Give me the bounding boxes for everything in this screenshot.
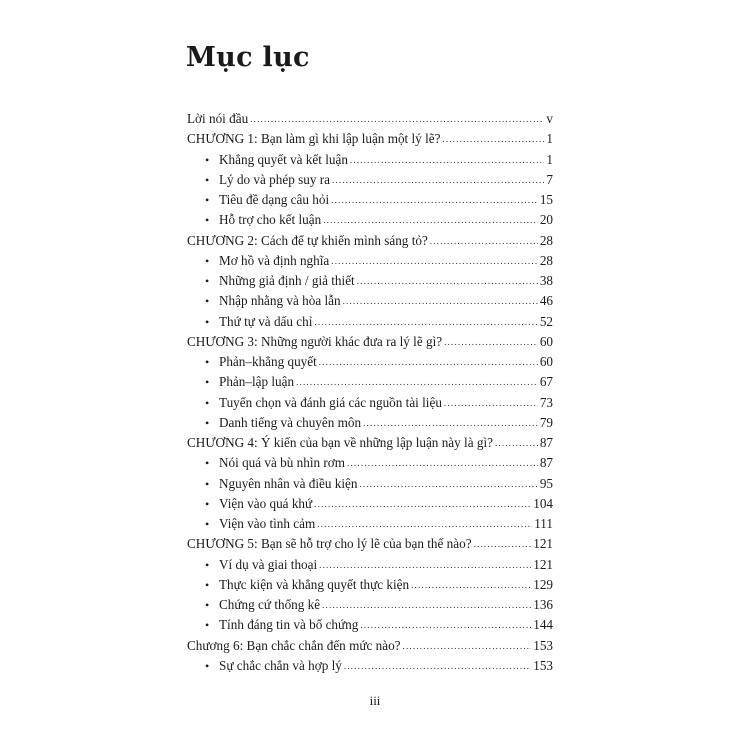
bullet-icon: • (205, 496, 210, 511)
toc-chapter (187, 536, 553, 552)
dot-leader (319, 557, 531, 573)
dot-leader (350, 152, 544, 168)
dot-leader (343, 293, 538, 309)
toc-page-number: 46 (539, 293, 553, 309)
dot-leader (296, 374, 538, 390)
toc-item (205, 293, 553, 309)
toc-item (205, 557, 553, 573)
toc-item (205, 476, 553, 492)
toc-page-number: 60 (539, 333, 553, 349)
toc-page-number: 7 (546, 171, 553, 187)
toc-label: CHƯƠNG 4: Ý kiến của bạn về những lập luận này là gì? (187, 435, 493, 450)
toc-item (205, 617, 553, 633)
toc-page-number: 1 (546, 151, 553, 167)
toc-page-number: 60 (539, 354, 553, 369)
dot-leader (444, 334, 538, 350)
toc-label: Phản–khẳng quyết (219, 354, 317, 369)
toc-chapter (187, 334, 553, 350)
toc-page-number: 87 (539, 455, 553, 471)
toc-page-number: 73 (539, 394, 553, 410)
dot-leader (347, 455, 538, 471)
page-title: Mục lục (186, 42, 310, 73)
toc-label: Thực kiện và khẳng quyết thực kiện (219, 576, 410, 592)
toc-chapter (187, 131, 553, 147)
toc-page-number: 153 (533, 657, 553, 673)
toc-label: Nhập nhằng và hòa lẫn (219, 293, 341, 309)
toc-page-number: v (546, 111, 553, 126)
toc-item (205, 597, 553, 613)
toc-page-number: 38 (539, 273, 553, 288)
bullet-icon: • (205, 658, 210, 673)
dot-leader (331, 192, 538, 208)
dot-leader (411, 577, 531, 593)
dot-leader (403, 638, 532, 654)
toc-item (205, 577, 553, 593)
dot-leader (363, 415, 538, 431)
dot-leader (344, 658, 531, 674)
bullet-icon: • (205, 355, 210, 369)
bullet-icon: • (205, 274, 210, 288)
toc-item (205, 455, 553, 471)
toc-item (205, 212, 553, 228)
toc-label: Viện vào quá khứ (219, 495, 313, 511)
toc-label: CHƯƠNG 3: Những người khác đưa ra lý lẽ gì? (187, 333, 443, 349)
dot-leader (331, 253, 538, 269)
toc-chapter (187, 233, 553, 249)
toc-item (205, 253, 553, 269)
toc-chapter (187, 435, 553, 451)
toc-page-number: 15 (539, 192, 553, 207)
bullet-icon: • (205, 213, 210, 228)
toc-label: CHƯƠNG 2: Cách để tự khiến mình sáng tỏ? (187, 232, 428, 248)
toc-page-number: 121 (533, 556, 553, 572)
dot-leader (250, 111, 544, 127)
bullet-icon: • (205, 193, 210, 207)
toc-label: Chương 6: Bạn chắc chắn đến mức nào? (187, 637, 401, 653)
bullet-icon: • (205, 172, 210, 187)
toc-item (205, 496, 553, 512)
dot-leader (430, 233, 538, 249)
toc-item (205, 314, 553, 330)
toc-label: Tiêu đề dạng câu hỏi (219, 192, 330, 207)
dot-leader (359, 476, 537, 492)
toc-page-number: 20 (539, 212, 553, 228)
dot-leader (322, 597, 531, 613)
toc-label: Tuyển chọn và đánh giá các nguồn tài liệu (219, 394, 442, 410)
toc-label: CHƯƠNG 5: Bạn sẽ hỗ trợ cho lý lẽ của bạn thế nào? (187, 536, 472, 552)
toc-page-number: 1 (546, 131, 553, 147)
bullet-icon: • (205, 294, 210, 309)
toc-item (205, 172, 553, 188)
bullet-icon: • (205, 456, 210, 471)
bullet-icon: • (205, 253, 210, 268)
toc-chapter (187, 638, 553, 654)
toc-label: Viện vào tình cảm (219, 516, 316, 531)
toc-label: Thứ tự và dấu chỉ (219, 313, 313, 329)
toc-page-number: 129 (533, 576, 553, 592)
dot-leader (317, 516, 532, 532)
toc-page-number: 95 (539, 475, 553, 491)
toc-page-number: 121 (533, 536, 553, 552)
toc-page-number: 136 (533, 597, 553, 612)
toc-label: Danh tiếng và chuyên môn (219, 414, 362, 430)
toc-label: Phản–lập luận (219, 374, 295, 390)
toc-page-number: 87 (539, 435, 553, 450)
toc-page-number: 111 (534, 516, 553, 531)
dot-leader (323, 212, 538, 228)
dot-leader (314, 496, 531, 512)
dot-leader (360, 617, 531, 633)
dot-leader (495, 435, 538, 451)
bullet-icon: • (205, 476, 210, 491)
toc-label: Ví dụ và giai thoại (219, 556, 318, 572)
toc-item (205, 658, 553, 674)
toc-label: Nói quá và bù nhìn rơm (219, 455, 346, 471)
bullet-icon: • (205, 314, 210, 329)
toc-label: Mơ hồ và định nghĩa (219, 252, 330, 268)
dot-leader (357, 273, 538, 289)
page-number: iii (369, 693, 381, 708)
toc-label: Lời nói đầu (187, 111, 249, 126)
toc-label: Sự chắc chắn và hợp lý (219, 657, 342, 673)
toc-item (205, 395, 553, 411)
dot-leader (319, 354, 538, 370)
toc-intro (187, 111, 553, 127)
toc-label: Chứng cứ thống kê (219, 597, 321, 612)
toc-item (205, 152, 553, 168)
dot-leader (314, 314, 537, 330)
toc-label: Khẳng quyết và kết luận (219, 151, 348, 167)
dot-leader (332, 172, 544, 188)
toc-page-number: 28 (539, 232, 553, 248)
toc-label: Nguyên nhân và điều kiện (219, 475, 358, 491)
toc-item (205, 516, 553, 532)
toc-label: Tính đáng tin và bổ chứng (219, 617, 359, 633)
toc-page-number: 67 (539, 374, 553, 390)
toc-item (205, 415, 553, 431)
toc-item (205, 273, 553, 289)
bullet-icon: • (205, 375, 210, 390)
bullet-icon: • (205, 517, 210, 531)
toc-page-number: 144 (533, 617, 553, 633)
toc-page-number: 104 (533, 495, 553, 511)
toc-page-number: 79 (539, 414, 553, 430)
toc-label: Hỗ trợ cho kết luận (219, 212, 322, 228)
toc-label: Những giả định / giả thiết (219, 273, 355, 288)
toc-page-number: 52 (539, 313, 553, 329)
bullet-icon: • (205, 598, 210, 612)
bullet-icon: • (205, 152, 210, 167)
dot-leader (474, 536, 532, 552)
toc-item (205, 354, 553, 370)
toc-page-number: 153 (533, 637, 553, 653)
bullet-icon: • (205, 577, 210, 592)
dot-leader (442, 131, 544, 147)
bullet-icon: • (205, 618, 210, 633)
toc-label: Lý do và phép suy ra (219, 171, 330, 187)
bullet-icon: • (205, 395, 210, 410)
toc-item (205, 374, 553, 390)
toc-item (205, 192, 553, 208)
bullet-icon: • (205, 557, 210, 572)
toc-label: CHƯƠNG 1: Bạn làm gì khi lập luận một lý lẽ? (187, 131, 441, 147)
bullet-icon: • (205, 415, 210, 430)
dot-leader (444, 395, 538, 411)
toc-page-number: 28 (539, 252, 553, 268)
